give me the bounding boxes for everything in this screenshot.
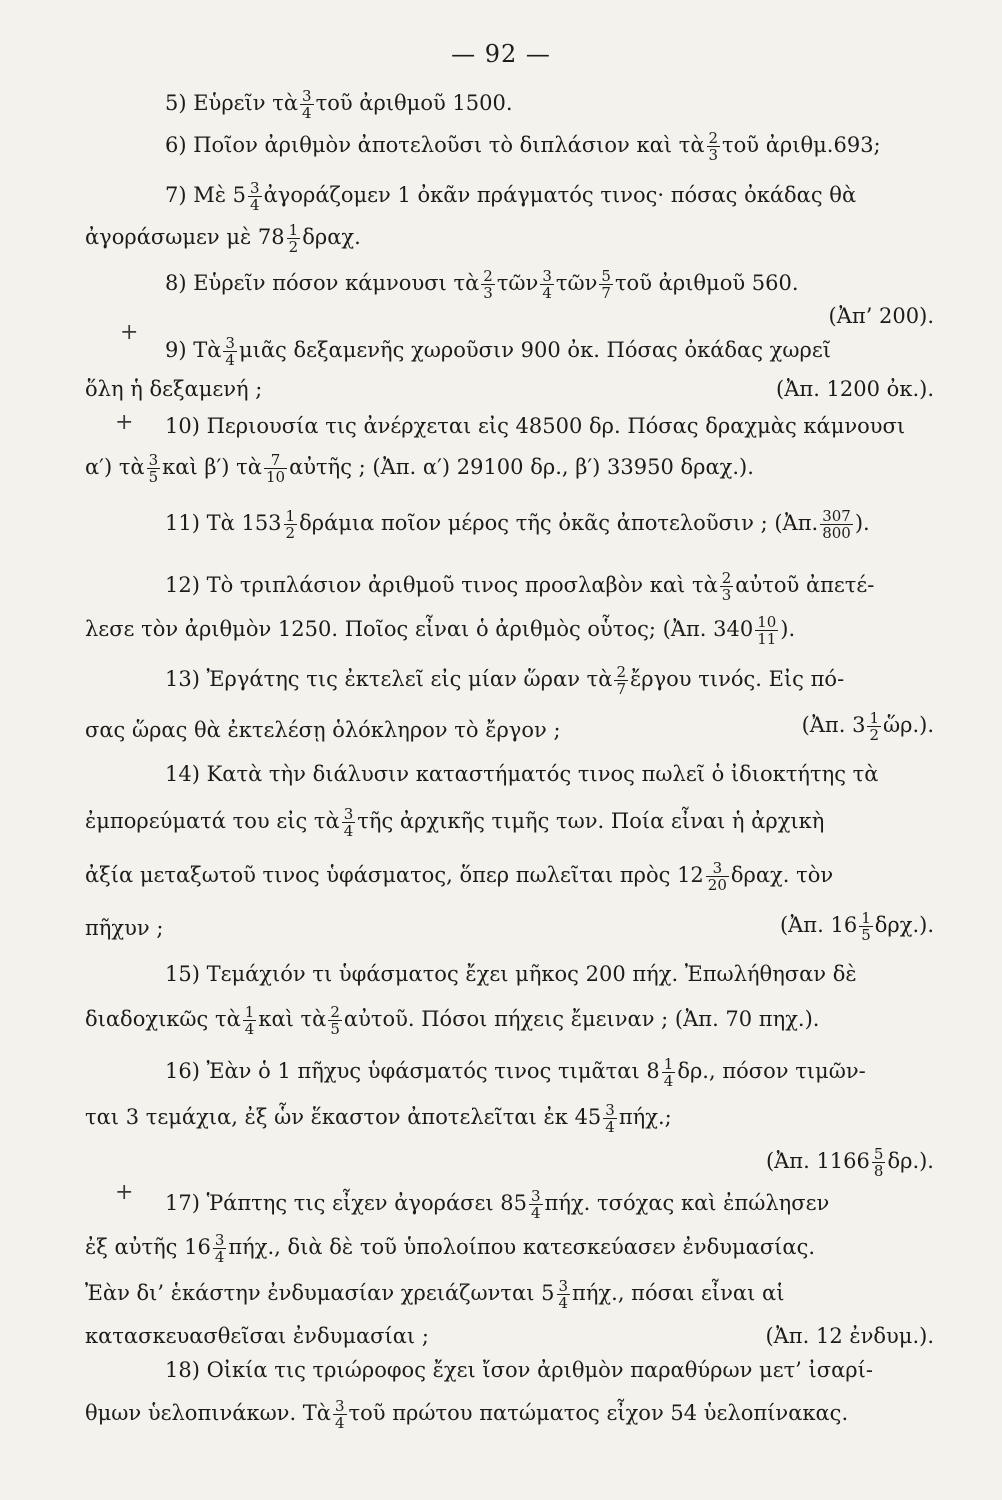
pencil-cross-mark: + <box>115 410 134 435</box>
fraction <box>755 614 778 647</box>
fraction <box>820 508 853 541</box>
denominator: 4 <box>343 822 354 840</box>
text: τοῦ ἀριθμοῦ 560. <box>614 271 799 295</box>
problem-14-line-4: πῆχυν ; <box>85 916 164 940</box>
denominator: 4 <box>558 1294 569 1312</box>
text: 13) Ἐργάτης τις ἐκτελεῖ εἰς μίαν ὥραν τὰ <box>165 667 613 691</box>
numerator: 1 <box>861 909 871 927</box>
text: διαδοχικῶς τὰ <box>85 1007 241 1031</box>
problem-17-line-2 <box>85 1232 815 1265</box>
denominator: 4 <box>225 351 235 369</box>
text: αὐτοῦ. Πόσοι πήχεις ἔμειναν ; (Ἀπ. 70 πηχ.). <box>343 1007 820 1031</box>
numerator: 2 <box>721 569 732 587</box>
denominator: 4 <box>244 1020 255 1038</box>
text: πήχ., διὰ δὲ τοῦ ὑπολοίπου κατεσκεύασεν ἐνδυμασίας. <box>228 1235 816 1259</box>
text: 11) Τὰ 153 <box>165 511 282 535</box>
text: αὐτῆς ; (Ἀπ. α′) 29100 δρ., β′) 33950 δραχ.). <box>289 455 754 479</box>
fraction <box>557 1278 571 1311</box>
text: δράμια ποῖον μέρος τῆς ὀκᾶς ἀποτελοῦσιν ; (Ἀπ. <box>299 511 819 535</box>
text: 17) Ῥάπτης τις εἶχεν ἀγοράσει 85 <box>165 1191 527 1215</box>
denominator: 5 <box>148 468 159 486</box>
fraction <box>540 268 554 301</box>
numerator: 1 <box>244 1003 255 1021</box>
denominator: 5 <box>330 1020 340 1038</box>
problem-10-line-2 <box>85 452 754 485</box>
denominator: 2 <box>288 238 299 256</box>
text: 16) Ἐὰν ὁ 1 πῆχυς ὑφάσματός τινος τιμᾶται 8 <box>165 1059 660 1083</box>
fraction <box>287 222 301 255</box>
fraction <box>603 1102 617 1135</box>
answer-9: (Ἀπ. 1200 ὀκ.). <box>776 377 934 401</box>
numerator: 2 <box>708 129 719 147</box>
text: ται 3 τεμάχια, ἐξ ὧν ἕκαστον ἀποτελεῖται ἐκ 45 <box>85 1105 602 1129</box>
denominator: 3 <box>721 586 732 604</box>
fraction <box>707 130 721 163</box>
fraction <box>872 1146 886 1179</box>
fraction <box>284 508 298 541</box>
denominator: 5 <box>861 926 871 944</box>
fraction <box>328 1004 342 1037</box>
fraction <box>342 806 356 839</box>
text: καὶ τὰ <box>258 1007 327 1031</box>
numerator: 1 <box>663 1055 674 1073</box>
fraction <box>867 710 881 743</box>
denominator: 20 <box>707 876 727 894</box>
text: (Ἀπ. 16 <box>779 913 858 937</box>
numerator: 10 <box>757 613 777 631</box>
problem-17-line-3 <box>85 1278 784 1311</box>
numerator: 1 <box>285 507 296 525</box>
numerator: 3 <box>225 334 235 352</box>
problem-13 <box>165 664 844 697</box>
problem-12-line-2 <box>85 614 795 647</box>
fraction <box>333 1398 347 1431</box>
text: τοῦ ἀριθμ.693; <box>722 133 881 157</box>
problem-7-line-2 <box>85 222 361 255</box>
problem-14: 14) Κατὰ τὴν διάλυσιν καταστήματός τινος πωλεῖ ὁ ἰδιοκτήτης τὰ <box>165 762 879 786</box>
problem-15-line-2 <box>85 1004 819 1037</box>
text: μιᾶς δεξαμενῆς χωροῦσιν 900 ὀκ. Πόσας ὀκάδας χωρεῖ <box>238 338 831 362</box>
answer-13 <box>802 710 934 743</box>
problem-12 <box>165 570 874 603</box>
pencil-cross-mark: + <box>120 320 139 345</box>
numerator: 2 <box>616 663 626 681</box>
numerator: 3 <box>542 267 552 285</box>
problem-17-line-4: κατασκευασθεῖσαι ἐνδυμασίαι ; <box>85 1324 429 1348</box>
numerator: 3 <box>302 87 312 105</box>
problem-18: 18) Οἰκία τις τριώροφος ἔχει ἴσον ἀριθμὸν παραθύρων μετ’ ἰσαρί- <box>165 1358 873 1382</box>
fraction <box>599 268 613 301</box>
numerator: 5 <box>601 267 611 285</box>
numerator: 3 <box>605 1101 615 1119</box>
numerator: 3 <box>335 1397 345 1415</box>
text: ἐξ αὐτῆς 16 <box>85 1235 211 1259</box>
text: ἐμπορεύματά του εἰς τὰ <box>85 809 340 833</box>
numerator: 1 <box>288 221 299 239</box>
problem-15: 15) Τεμάχιόν τι ὑφάσματος ἔχει μῆκος 200 πήχ. Ἐπωλήθησαν δὲ <box>165 962 857 986</box>
numerator: 3 <box>531 1187 541 1205</box>
text: ὥρ.). <box>882 713 934 737</box>
numerator: 5 <box>873 1145 884 1163</box>
problem-9 <box>165 335 831 368</box>
text: 7) Μὲ 5 <box>165 183 247 207</box>
fraction <box>264 452 287 485</box>
pencil-cross-mark: + <box>115 1180 134 1205</box>
answer-8: (Ἀπ’ 200). <box>828 304 934 328</box>
text: πήχ.; <box>618 1105 672 1129</box>
text: θμων ὑελοπινάκων. Τὰ <box>85 1401 331 1425</box>
text: δραχ. τὸν <box>730 863 834 887</box>
numerator: 7 <box>264 452 287 469</box>
numerator: 3 <box>250 179 260 197</box>
denominator: 800 <box>822 524 851 542</box>
answer-16 <box>766 1146 934 1179</box>
numerator: 3 <box>343 805 354 823</box>
text: τῶν <box>555 271 598 295</box>
denominator: 4 <box>605 1118 615 1136</box>
problem-14-line-2 <box>85 806 824 839</box>
fraction <box>300 88 314 121</box>
denominator: 4 <box>250 196 260 214</box>
text: (Ἀπ. 1166 <box>765 1149 870 1173</box>
text: καὶ β′) τὰ <box>162 455 262 479</box>
text: 9) Τὰ <box>165 338 222 362</box>
numerator: 2 <box>483 267 493 285</box>
fraction <box>662 1056 676 1089</box>
text: πήχ. τσόχας καὶ ἐπώλησεν <box>544 1191 830 1215</box>
text: ). <box>780 617 796 641</box>
text: α′) τὰ <box>85 455 145 479</box>
fraction <box>706 860 729 893</box>
text: ἔργου τινός. Εἰς πό- <box>630 667 845 691</box>
text: τοῦ πρώτου πατώματος εἶχον 54 ὑελοπίνακας. <box>348 1401 849 1425</box>
text: αὐτοῦ ἀπετέ- <box>735 573 875 597</box>
text: 8) Εὑρεῖν πόσον κάμνουσι τὰ <box>165 271 480 295</box>
fraction <box>243 1004 257 1037</box>
problem-17 <box>165 1188 829 1221</box>
text: (Ἀπ. 3 <box>801 713 866 737</box>
denominator: 2 <box>285 524 296 542</box>
fraction <box>213 1232 227 1265</box>
text: τῶν <box>496 271 539 295</box>
answer-14 <box>780 910 934 943</box>
text: δρ.). <box>887 1149 934 1173</box>
problem-13-line-2: σας ὥρας θὰ ἐκτελέσῃ ὁλόκληρον τὸ ἔργον ; <box>85 718 561 742</box>
text: πήχ., πόσαι εἶναι αἱ <box>572 1281 785 1305</box>
text: λεσε τὸν ἀριθμὸν 1250. Ποῖος εἶναι ὁ ἀριθμὸς οὗτος; (Ἀπ. 340 <box>85 617 754 641</box>
fraction <box>248 180 262 213</box>
fraction <box>481 268 495 301</box>
fraction <box>720 570 734 603</box>
numerator: 3 <box>214 1231 225 1249</box>
denominator: 7 <box>601 284 611 302</box>
problem-6 <box>165 130 881 163</box>
numerator: 1 <box>869 709 879 727</box>
text: Ἐὰν δι’ ἑκάστην ἐνδυμασίαν χρειάζωνται 5 <box>85 1281 555 1305</box>
text: 6) Ποῖον ἀριθμὸν ἀποτελοῦσι τὸ διπλάσιον καὶ τὰ <box>165 133 705 157</box>
page-number: — 92 — <box>451 40 551 68</box>
fraction <box>529 1188 543 1221</box>
text: ἀγοράσωμεν μὲ 78 <box>85 225 285 249</box>
denominator: 4 <box>214 1248 225 1266</box>
denominator: 3 <box>708 146 719 164</box>
denominator: 11 <box>757 630 777 648</box>
fraction <box>614 664 628 697</box>
numerator: 2 <box>330 1003 340 1021</box>
text: τοῦ ἀριθμοῦ 1500. <box>315 91 513 115</box>
text: δρ., πόσον τιμῶν- <box>677 1059 866 1083</box>
text: ἀγοράζομεν 1 ὀκᾶν πράγματός τινος· πόσας ὀκάδας θὰ <box>263 183 857 207</box>
problem-16-line-2 <box>85 1102 672 1135</box>
problem-16 <box>165 1056 866 1089</box>
denominator: 3 <box>483 284 493 302</box>
denominator: 8 <box>873 1162 884 1180</box>
denominator: 4 <box>302 104 312 122</box>
answer-17: (Ἀπ. 12 ἐνδυμ.). <box>765 1324 934 1348</box>
fraction <box>859 910 873 943</box>
problem-14-line-3 <box>85 860 833 893</box>
denominator: 4 <box>531 1204 541 1222</box>
fraction <box>147 452 161 485</box>
numerator: 3 <box>148 451 159 469</box>
denominator: 4 <box>335 1414 345 1432</box>
problem-9-line-2: ὅλη ἡ δεξαμενή ; <box>85 377 263 401</box>
text: 5) Εὑρεῖν τὰ <box>165 91 299 115</box>
denominator: 10 <box>265 468 286 486</box>
problem-18-line-2 <box>85 1398 848 1431</box>
text: δρχ.). <box>874 913 934 937</box>
problem-11 <box>165 508 870 541</box>
denominator: 7 <box>616 680 626 698</box>
problem-10: 10) Περιουσία τις ἀνέρχεται εἰς 48500 δρ. Πόσας δραχμὰς κάμνουσι <box>165 414 906 438</box>
denominator: 4 <box>542 284 552 302</box>
problem-7-line-1 <box>165 180 856 213</box>
text: τῆς ἀρχικῆς τιμῆς των. Ποία εἶναι ἡ ἀρχικὴ <box>357 809 825 833</box>
text: δραχ. <box>302 225 361 249</box>
denominator: 2 <box>869 726 879 744</box>
numerator: 307 <box>822 507 851 525</box>
numerator: 3 <box>558 1277 569 1295</box>
numerator: 3 <box>706 860 729 877</box>
problem-8 <box>165 268 799 301</box>
fraction <box>223 335 237 368</box>
text: ). <box>854 511 870 535</box>
denominator: 4 <box>663 1072 674 1090</box>
text: ἀξία μεταξωτοῦ τινος ὑφάσματος, ὅπερ πωλεῖται πρὸς 12 <box>85 863 704 887</box>
problem-5 <box>165 88 513 121</box>
text: 12) Τὸ τριπλάσιον ἀριθμοῦ τινος προσλαβὸν καὶ τὰ <box>165 573 718 597</box>
